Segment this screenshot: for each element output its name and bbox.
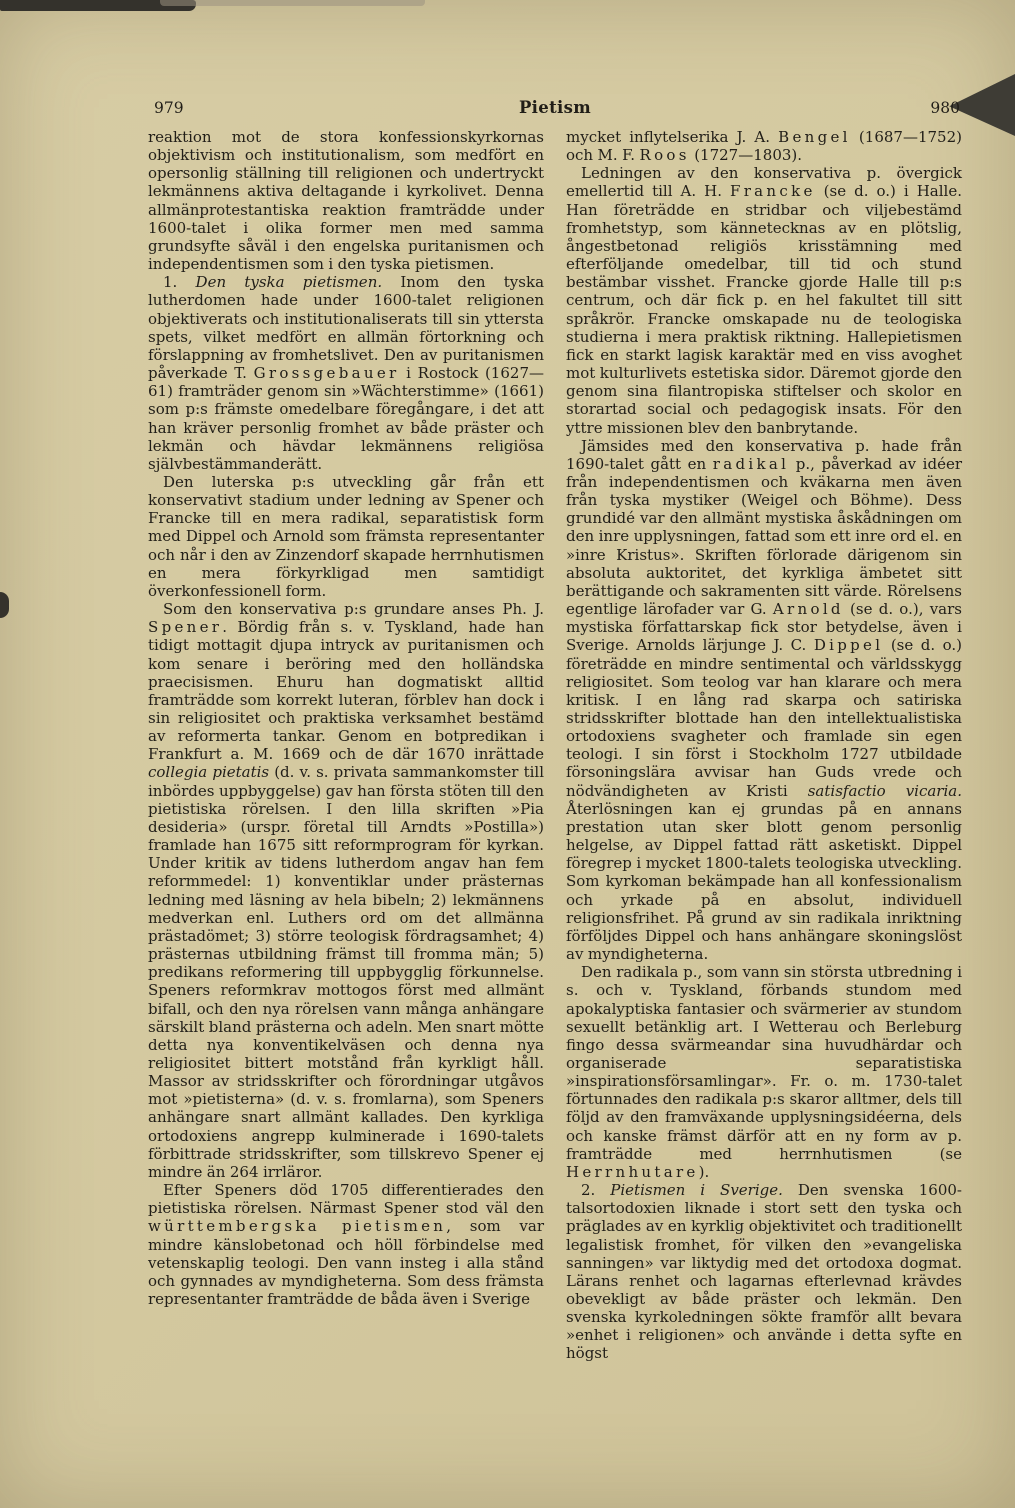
body-text: i Rostock (1627—61) framträder genom sin »Wächterstimme» (1661) som p:s främste omedelbare föregångare, i det att han kräver personlig fromhet av både präster och lekmän och hävdar lekmännens religiösa självbestämmanderätt.	[148, 364, 544, 473]
body-text: (1687—1752) och M. F.	[566, 128, 962, 165]
scan-artifact-left-edge	[0, 592, 9, 618]
page-header	[148, 98, 962, 117]
spaced-name-text: Grossgebauer	[253, 364, 400, 383]
text-column-right	[566, 128, 962, 1363]
spaced-name-text: württembergska pietismen	[148, 1217, 447, 1236]
body-text: (se d. o.) företrädde en mindre sentimental och världsskygg religiositet. Som teolog var han klarare och mera kritisk. I en lång rad skarpa och satiriska stridsskrifter blottade han den intellektualistiska ortodoxiens svagheter och framlade sin egen teologi. I sin först i Stockholm 1727 utbildade försoningslära avvisar han Guds vrede och nödvändigheten av Kristi	[566, 636, 962, 800]
paragraph	[566, 1181, 962, 1363]
scan-artifact-top-strip	[160, 0, 425, 6]
page-title: Pietism	[518, 98, 592, 117]
italic-text: Pietismen i Sverige.	[610, 1181, 783, 1200]
body-text: (se d. o.) i Halle. Han företrädde en stridbar och viljebestämd fromhetstyp, som kännetecknas av en plötslig, ångestbetonad religiös krisstämning med efterföljande omedelbar, till tid och stund bestämbar visshet. Francke gjorde Halle till p:s centrum, och där fick p. en hel fakultet till sitt språkrör. Francke omskapade nu de teologiska studierna i mera praktisk riktning. Hallepietismen fick en starkt lagisk karaktär med en viss avoghet mot kulturlivets estetiska sidor. Däremot gjorde den genom sina filantropiska stiftelser och skolor en storartad social och pedagogisk insats. För den yttre missionen blev den banbrytande.	[566, 182, 962, 437]
body-text: . Bördig från s. v. Tyskland, hade han tidigt mottagit djupa intryck av puritanismen och kom senare i beröring med den holländska praecisismen. Ehuru han dogmatiskt alltid framträdde som korrekt luteran, förblev han dock i sin religiositet och praktiska verksamhet bestämd av reformerta tankar. Genom en botpredikan i Frankfurt a. M. 1669 och de där 1670 inrättade	[148, 618, 544, 764]
body-text: Inom den tyska lutherdomen hade under 1600-talet religionen objektiverats och institutionaliserats till sin yttersta spets, vilket medfört en allmän förtorkning och förslappning av fromhetslivet. Den av puritanismen påverkade T.	[148, 273, 545, 383]
body-text: 2.	[581, 1181, 611, 1200]
spaced-name-text: Herrnhutare	[566, 1162, 699, 1181]
body-text: (d. v. s. privata sammankomster till inbördes uppbyggelse) gav han första stöten till den pietistiska rörelsen. I den lilla skriften »Pia desideria» (urspr. företal till Arndts »Postilla») framlade han 1675 sitt reformprogram för kyrkan. Under kritik av tidens lutherdom angav han fem reformmedel: 1) konventiklar under prästernas ledning med läsning av hela bibeln; 2) lekmännens medverkan enl. Luthers ord om det allmänna prästadömet; 3) större teologisk fördragsamhet; 4) prästernas utbildning främst till fromma män; 5) predikans reformering till uppbygglig förkunnelse. Speners reformkrav mottogos först med allmänt bifall, och den nya rörelsen vann många anhängare särskilt bland prästerna och adeln. Men snart mötte detta nya konventikelväsen och denna nya religiositet bittert motstånd från kyrkligt håll. Massor av stridsskrifter och förordningar utgåvos mot »pietisterna» (d. v. s. fromlarna), som Speners anhängare snart allmänt kallades. Den kyrkliga ortodoxiens angrepp kulminerade i 1690-talets förbittrade stridsskrifter, som tillskrevo Spener ej mindre än 264 irrläror.	[148, 763, 544, 1181]
body-text: Den radikala p., som vann sin största utbredning i s. och v. Tyskland, förbands stundom med apokalyptiska fantasier och svärmerier av stundom sexuellt betänklig art. I Wetterau och Berleburg fingo dessa svärmeandar sina huvudhärdar och organiserade separatistiska »inspirationsförsamlingar». Fr. o. m. 1730-talet förtunnades den radikala p:s skaror alltmer, dels till följd av den framväxande upplysningsidéerna, dels och kanske främst därför att en ny form av p. framträdde med herrnhutismen (se	[566, 963, 962, 1163]
body-text: Återlösningen kan ej grundas på en annans prestation utan sker blott genom personlig helgelse, av Dippel fattad rätt asketiskt. Dippel föregrep i mycket 1800-talets teologiska utveckling. Som kyrkoman bekämpade han all konfessionalism och yrkade på en absolut, individuell religionsfrihet. På grund av sin radikala inriktning förföljdes Dippel och hans anhängare skoningslöst av myndigheterna.	[566, 799, 962, 964]
body-text: Jämsides med den konservativa p. hade från 1690-talet gått en	[566, 436, 962, 473]
body-text: reaktion mot de stora konfessionskyrkornas objektivism och institutionalism, som medfört en opersonlig ställning till religionen och undertryckt lekmännens aktiva deltagande i kyrkolivet. Denna allmänprotestantiska reaktion framträdde under 1600-talet i olika former men med samma grundsyfte såväl i den engelska puritanismen och independentismen som i den tyska pietismen.	[148, 128, 544, 274]
spaced-name-text: Roos	[639, 146, 690, 165]
paragraph	[566, 963, 962, 1181]
spaced-name-text: radikal	[712, 454, 790, 473]
spaced-name-text: Arnold	[772, 600, 844, 619]
body-text: Den svenska 1600-talsortodoxien liknade i stort sett den tyska och präglades av en kyrklig objektivitet och traditionellt legalistisk fromhet, för vilken den »evangeliska sanningen» var liktydig med det ortodoxa dogmat. Lärans renhet och lagarnas efterlevnad krävdes obevekligt av både präster och lekmän. Den svenska kyrkoledningen sökte framför allt bevara »enhet i religionen» och använde i detta syfte en högst	[566, 1181, 963, 1363]
body-text: Ledningen av den konservativa p. övergick emellertid till A. H.	[566, 164, 962, 201]
body-text: 1.	[163, 273, 196, 292]
two-column-text-block	[148, 128, 962, 1363]
paragraph	[148, 600, 544, 1181]
spaced-name-text: Spener	[148, 618, 223, 637]
paragraph	[566, 437, 962, 964]
paragraph	[148, 273, 544, 473]
italic-text: collegia pietatis	[148, 763, 270, 782]
page-content	[148, 98, 962, 1363]
body-text: mycket inflytelserika J. A.	[566, 128, 779, 146]
body-text: (se d. o.), vars mystiska författarskap fick stor betydelse, även i Sverige. Arnolds lärjunge J. C.	[566, 600, 962, 655]
paragraph	[566, 164, 962, 436]
paragraph	[148, 473, 544, 600]
paragraph	[566, 128, 962, 164]
text-column-left	[148, 128, 544, 1363]
body-text: , som var mindre känslobetonad och höll förbindelse med vetenskaplig teologi. Den vann insteg i alla stånd och gynnades av myndigheterna. Som dess främsta representanter framträdde de båda även i Sverige	[148, 1217, 544, 1308]
spaced-name-text: Dippel	[813, 636, 884, 655]
spaced-name-text: Francke	[730, 182, 816, 201]
page-number-left: 979	[154, 99, 184, 117]
spaced-name-text: Bengel	[778, 128, 851, 146]
body-text: ).	[698, 1162, 710, 1181]
paragraph	[148, 128, 544, 273]
paragraph	[148, 1181, 544, 1308]
body-text: Den luterska p:s utveckling går från ett konservativt stadium under ledning av Spener och Francke till en mera radikal, separatistisk form med Dippel och Arnold som främsta representanter och når i den av Zinzendorf skapade herrnhutismen en mera förkyrkligad men samtidigt överkonfessionell form.	[148, 472, 544, 600]
body-text: (1727—1803).	[689, 146, 803, 165]
body-text: Efter Speners död 1705 differentierades den pietistiska rörelsen. Närmast Spener stod väl den	[148, 1181, 544, 1218]
body-text: p., påverkad av idéer från independentismen och kväkarna men även från tyska mystiker (Weigel och Böhme). Dess grundidé var den allmänt mystiska åskådningen om den inre upplysningen, fattad som ett inre ord el. en »inre Kristus». Skriften förlorade därigenom sin absoluta auktoritet, det kyrkliga ämbetet sitt berättigande och sakramenten sitt värde. Rörelsens egentlige lärofader var G.	[566, 454, 962, 619]
page-number-right: 980	[930, 99, 960, 117]
italic-text: Den tyska pietismen.	[195, 273, 383, 292]
body-text: Som den konservativa p:s grundare anses Ph. J.	[163, 600, 544, 619]
italic-text: satisfactio vicaria.	[807, 781, 962, 800]
